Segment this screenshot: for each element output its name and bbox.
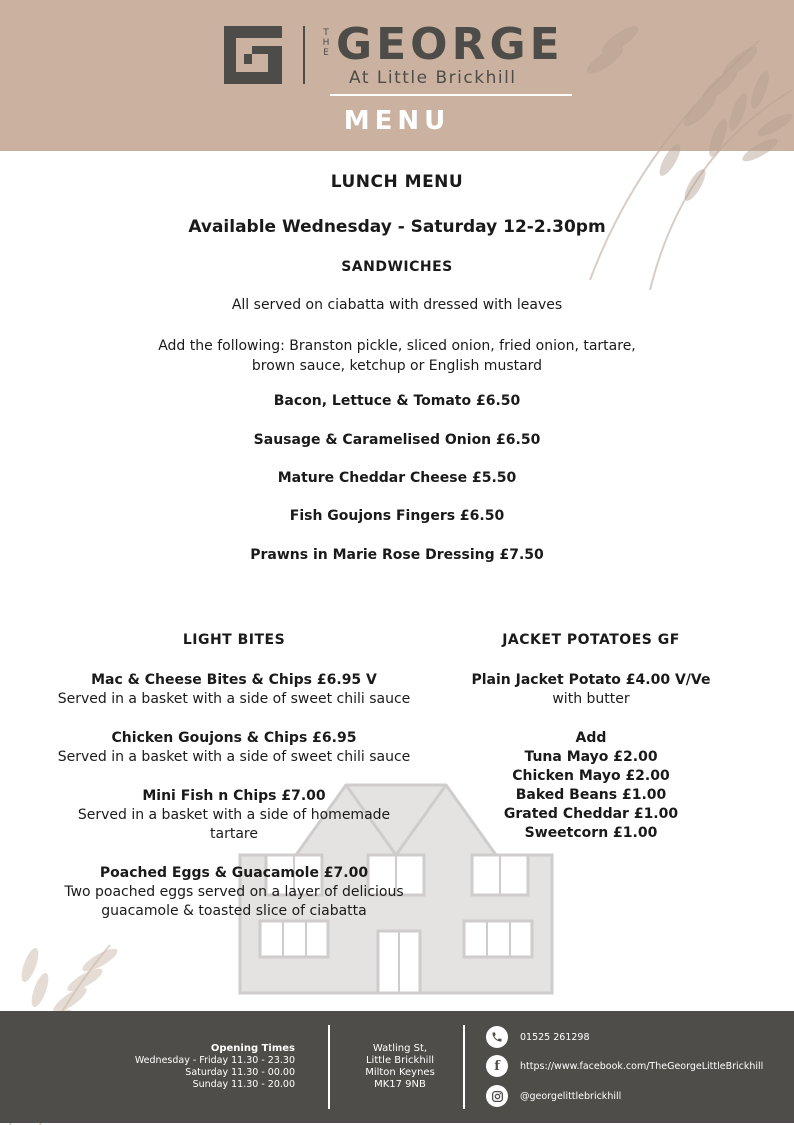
instagram-handle: @georgelittlebrickhill [520, 1090, 622, 1102]
availability-text: Available Wednesday - Saturday 12-2.30pm [188, 217, 606, 237]
footer [0, 1011, 794, 1123]
logo-subtitle: At Little Brickhill [349, 68, 517, 88]
logo-the: T H E [322, 28, 330, 58]
facebook-link[interactable] [486, 1055, 763, 1077]
jacket-potatoes-section [462, 632, 720, 843]
lunch-menu-title: LUNCH MENU [330, 172, 464, 192]
light-bite-item: Chicken Goujons & Chips £6.95 Served in a basket with a side of sweet chili sauce [57, 730, 411, 765]
wheat-decoration-icon [560, 0, 794, 290]
sandwiches-heading: SANDWICHES [341, 259, 453, 275]
light-bites-heading: LIGHT BITES [182, 632, 286, 648]
jacket-add-item: Sweetcorn £1.00 [524, 825, 658, 841]
instagram-link[interactable] [486, 1085, 621, 1107]
phone-contact[interactable] [486, 1026, 590, 1048]
sandwich-item: Fish Goujons Fingers £6.50 [289, 508, 505, 524]
light-bite-item: Poached Eggs & Guacamole £7.00 Two poached eggs served on a layer of delicious guacamole & toasted slice of ciabatta [64, 865, 404, 919]
jacket-add-list [462, 729, 720, 843]
jacket-add-item: Baked Beans £1.00 [515, 787, 667, 803]
footer-divider [463, 1025, 465, 1109]
sandwich-item: Sausage & Caramelised Onion £6.50 [253, 432, 541, 448]
jacket-add-item: Tuna Mayo £2.00 [524, 749, 658, 765]
light-bites-section [34, 632, 434, 941]
george-logo-icon [222, 24, 284, 86]
menu-title: MENU [343, 106, 451, 136]
header-banner [0, 0, 794, 151]
facebook-icon: f [486, 1055, 508, 1077]
sandwich-item: Mature Cheddar Cheese £5.50 [277, 470, 517, 486]
sandwich-item: Prawns in Marie Rose Dressing £7.50 [250, 547, 544, 563]
address: Watling St, Little Brickhill Milton Keynes MK17 9NB [365, 1043, 435, 1090]
jacket-add-item: Grated Cheddar £1.00 [503, 806, 679, 822]
facebook-url: https://www.facebook.com/TheGeorgeLittleBrickhill [520, 1060, 764, 1072]
phone-icon [486, 1026, 508, 1048]
logo-divider [303, 26, 305, 84]
sandwiches-note: All served on ciabatta with dressed with leaves [231, 297, 563, 313]
sandwiches-add-options: Add the following: Branston pickle, sliced onion, fried onion, tartare, brown sauce, ketchup or English mustard [158, 338, 636, 374]
instagram-icon [486, 1085, 508, 1107]
light-bite-item: Mac & Cheese Bites & Chips £6.95 V Served in a basket with a side of sweet chili sauce [57, 672, 411, 707]
jacket-add-item: Chicken Mayo £2.00 [512, 768, 670, 784]
jacket-item: Plain Jacket Potato £4.00 V/Ve with butter [471, 672, 711, 707]
logo-name: GEORGE [336, 19, 564, 70]
sandwich-item: Bacon, Lettuce & Tomato £6.50 [273, 393, 521, 409]
phone-number: 01525 261298 [520, 1031, 590, 1043]
opening-times: Opening Times Wednesday - Friday 11.30 - 23.30 Saturday 11.30 - 00.00 Sunday 11.30 - 20.00 [134, 1043, 295, 1090]
jacket-add-label: Add [575, 730, 607, 746]
light-bite-item: Mini Fish n Chips £7.00 Served in a basket with a side of homemade tartare [77, 788, 391, 842]
footer-divider [328, 1025, 330, 1109]
logo-underline [330, 94, 572, 96]
jacket-potatoes-heading: JACKET POTATOES GF [502, 632, 680, 648]
